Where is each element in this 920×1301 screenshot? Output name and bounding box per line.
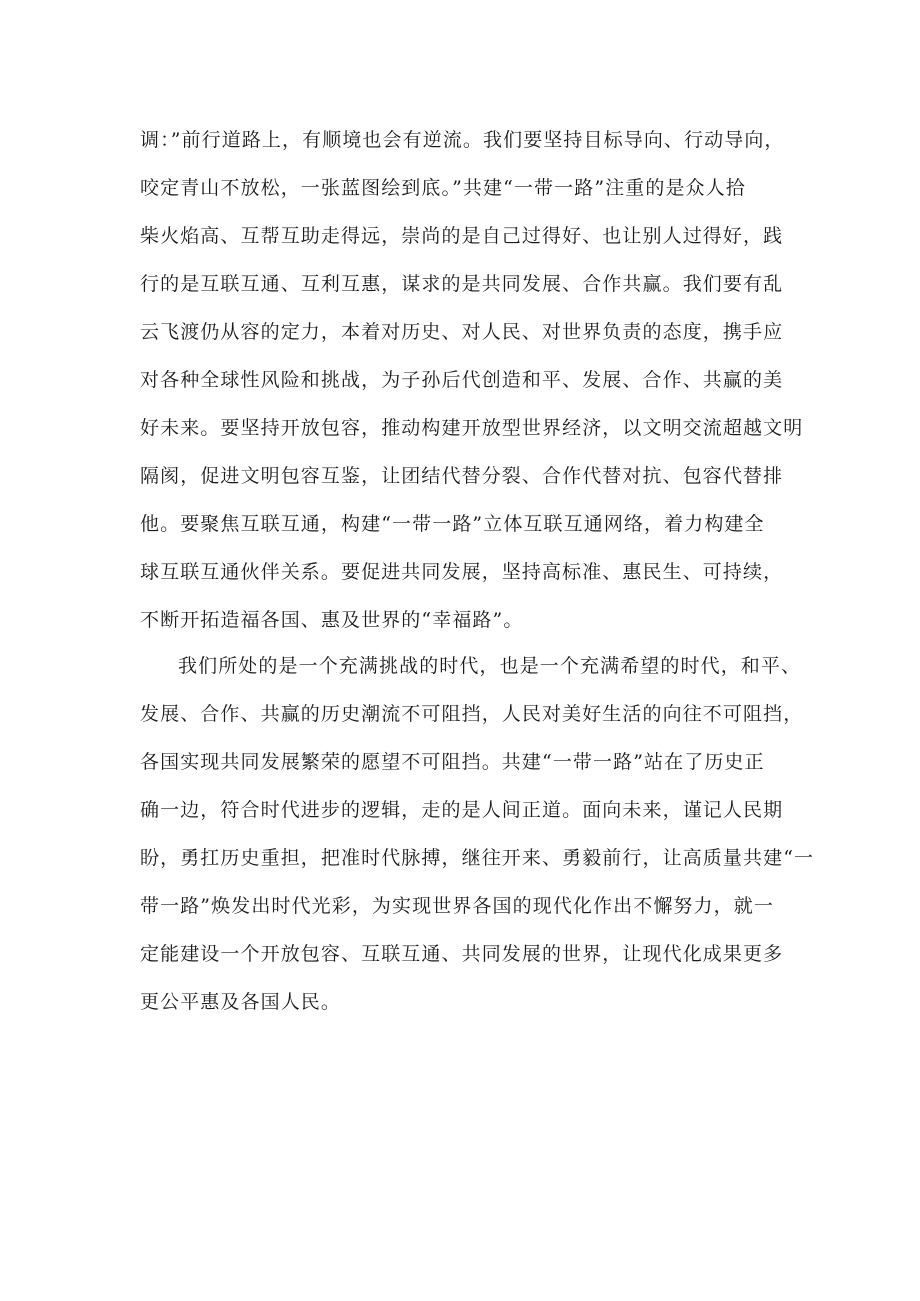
text-line: 调：”前行道路上，有顺境也会有逆流。我们要坚持目标导向、行动导向， bbox=[140, 129, 785, 151]
text-line: 不断开拓造福各国、惠及世界的“幸福路”。 bbox=[140, 609, 524, 631]
text-line: 他。要聚焦互联互通，构建“一带一路”立体互联互通网络，着力构建全 bbox=[140, 513, 765, 535]
text-line: 云飞渡仍从容的定力，本着对历史、对人民、对世界负责的态度，携手应 bbox=[140, 321, 784, 343]
paragraph-1 bbox=[140, 116, 804, 644]
text-line: 各国实现共同发展繁荣的愿望不可阻挡。共建“一带一路”站在了历史正 bbox=[140, 751, 765, 773]
text-line: 好未来。要坚持开放包容，推动构建开放型世界经济，以文明交流超越文明 bbox=[140, 417, 804, 439]
text-line: 柴火焰高、互帮互助走得远，崇尚的是自己过得好、也让别人过得好，践 bbox=[140, 225, 784, 247]
paragraph-2 bbox=[140, 642, 815, 1026]
text-line: 发展、合作、共赢的历史潮流不可阻挡，人民对美好生活的向往不可阻挡， bbox=[140, 703, 804, 725]
text-line: 咬定青山不放松，一张蓝图绘到底。”共建“一带一路”注重的是众人拾 bbox=[140, 177, 746, 199]
text-line-indented: 我们所处的是一个充满挑战的时代，也是一个充满希望的时代，和平、 bbox=[178, 655, 802, 677]
text-line: 球互联互通伙伴关系。要促进共同发展，坚持高标准、惠民生、可持续， bbox=[140, 561, 784, 583]
text-line: 带一路”焕发出时代光彩，为实现世界各国的现代化作出不懈努力，就一 bbox=[140, 895, 774, 917]
text-line: 定能建设一个开放包容、互联互通、共同发展的世界，让现代化成果更多 bbox=[140, 943, 784, 965]
text-line: 行的是互联互通、互利互惠，谋求的是共同发展、合作共赢。我们要有乱 bbox=[140, 273, 784, 295]
text-line: 确一边，符合时代进步的逻辑，走的是人间正道。面向未来，谨记人民期 bbox=[140, 799, 784, 821]
text-line: 隔阂，促进文明包容互鉴，让团结代替分裂、合作代替对抗、包容代替排 bbox=[140, 465, 784, 487]
text-line: 对各种全球性风险和挑战，为子孙后代创造和平、发展、合作、共赢的美 bbox=[140, 369, 784, 391]
text-line: 盼，勇扛历史重担，把准时代脉搏，继往开来、勇毅前行，让高质量共建“一 bbox=[140, 847, 815, 869]
text-line: 更公平惠及各国人民。 bbox=[140, 991, 342, 1013]
